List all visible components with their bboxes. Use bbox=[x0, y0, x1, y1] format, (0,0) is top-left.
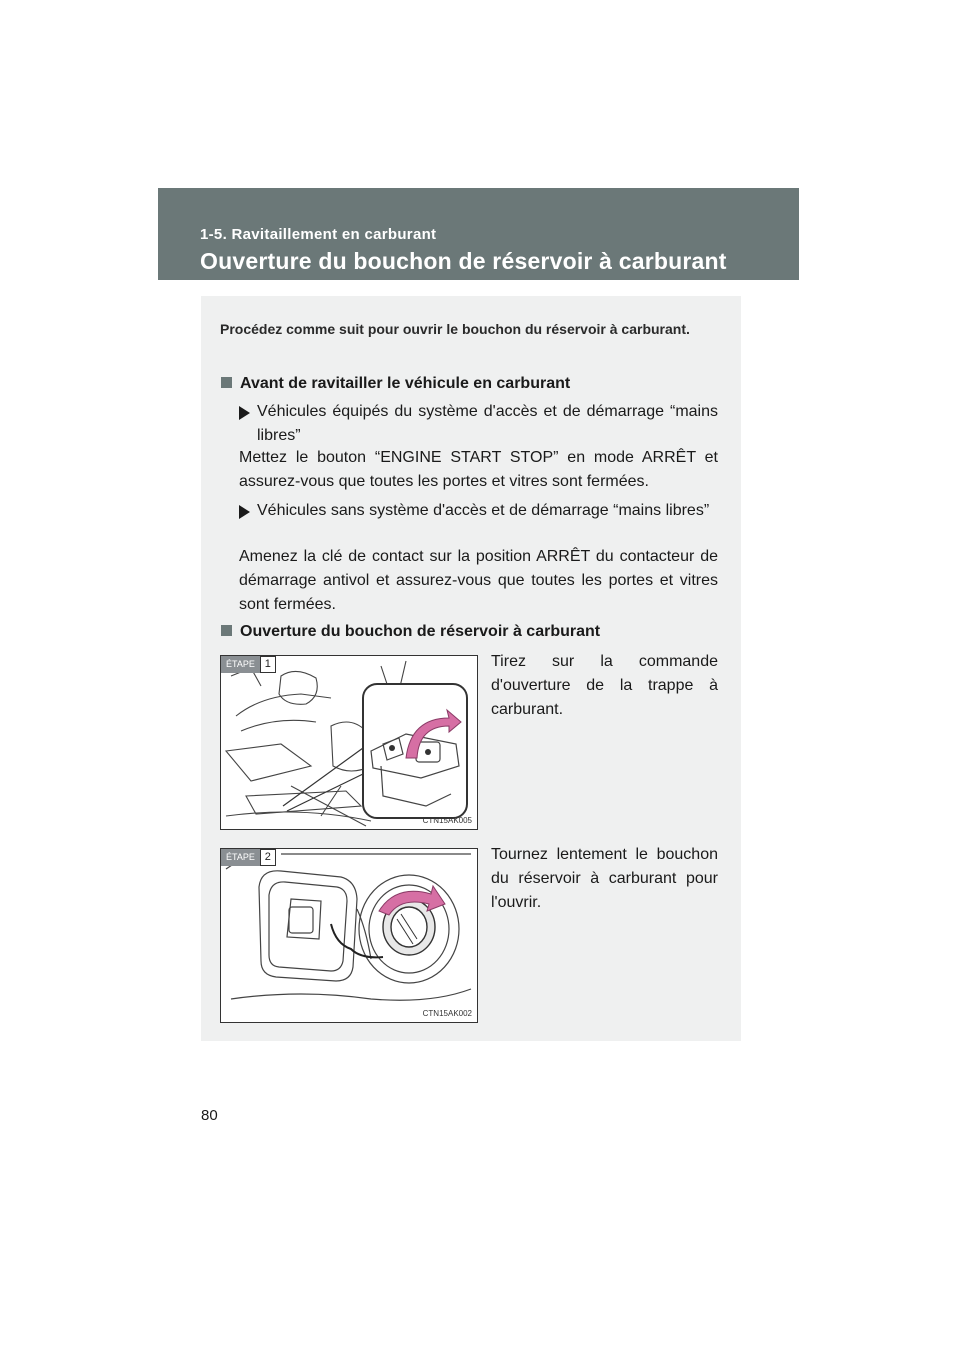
step-1-illustration: ÉTAPE 1 CTN15AK005 bbox=[220, 655, 478, 830]
content-box bbox=[201, 296, 741, 1041]
condition-smart-key: Véhicules équipés du système d'accès et de démarrage “mains libres” bbox=[239, 400, 718, 448]
step-1-text: Tirez sur la commande d'ouverture de la trappe à carburant. bbox=[491, 653, 718, 718]
instruction-smart-key: Mettez le bouton “ENGINE START STOP” en mode ARRÊT et assurez-vous que toutes les portes et vitres sont fermées. bbox=[239, 449, 718, 490]
step-2-text: Tournez lentement le bouchon du réservoir à carburant pour l'ouvrir. bbox=[491, 846, 718, 911]
page-title: Ouverture du bouchon de réservoir à carburant bbox=[200, 248, 727, 274]
section-label: 1-5. Ravitaillement en carburant bbox=[200, 226, 437, 243]
step-1-badge: ÉTAPE 1 bbox=[221, 656, 276, 673]
triangle-bullet-icon bbox=[239, 406, 250, 420]
fuel-door-lever-drawing bbox=[221, 656, 477, 829]
step-2-illustration: ÉTAPE 2 CTN15AK002 bbox=[220, 848, 478, 1023]
section-heading-before-refuel: Avant de ravitailler le véhicule en carburant bbox=[221, 375, 570, 393]
section-heading-open-cap: Ouverture du bouchon de réservoir à carburant bbox=[221, 623, 600, 641]
square-bullet-icon bbox=[221, 625, 232, 636]
chapter-header bbox=[158, 188, 799, 280]
page-number: 80 bbox=[201, 1107, 218, 1124]
triangle-bullet-icon bbox=[239, 505, 250, 519]
step-2-badge: ÉTAPE 2 bbox=[221, 849, 276, 866]
fuel-cap-drawing bbox=[221, 849, 477, 1022]
condition-no-smart-key: Véhicules sans système d'accès et de démarrage “mains libres” bbox=[239, 499, 718, 523]
intro-text: Procédez comme suit pour ouvrir le bouchon du réservoir à carburant. bbox=[220, 321, 690, 337]
square-bullet-icon bbox=[221, 377, 232, 388]
instruction-no-smart-key: Amenez la clé de contact sur la position ARRÊT du contacteur de démarrage antivol et assurez-vous que toutes les portes et vitres sont fermées. bbox=[239, 548, 718, 613]
